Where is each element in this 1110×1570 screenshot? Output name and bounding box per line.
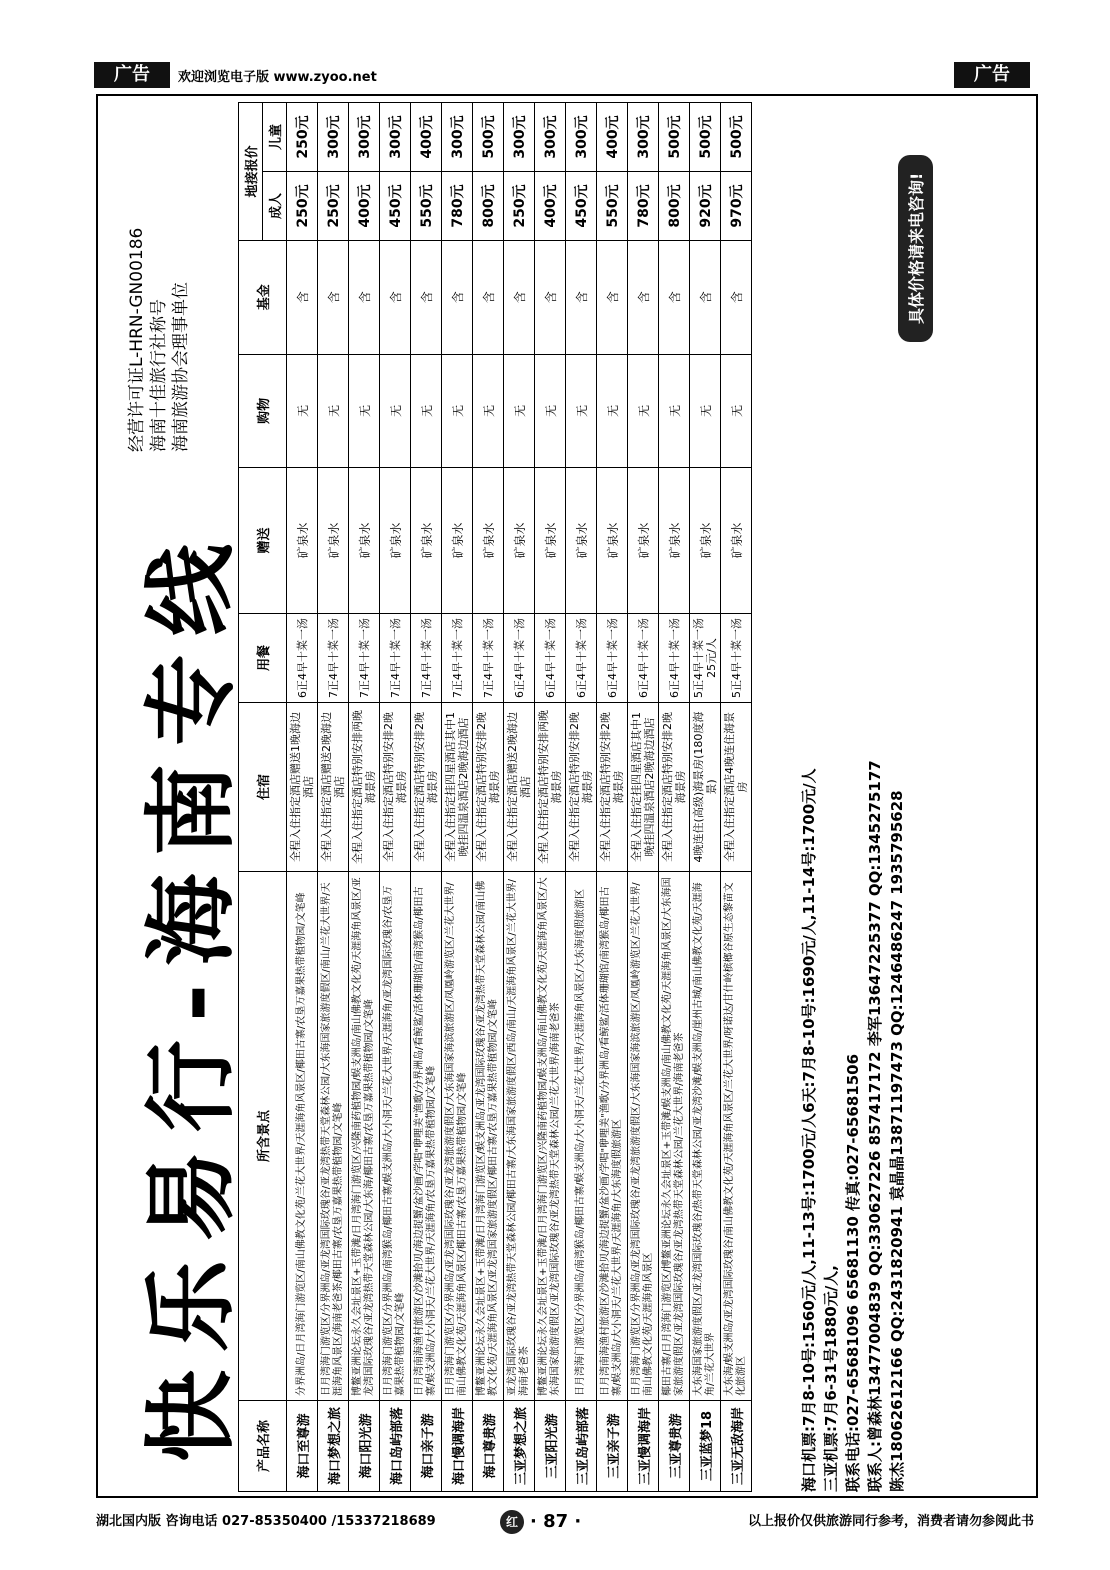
cell-gift: 矿泉水 xyxy=(535,468,566,614)
cell-name: 三亚亲子游 xyxy=(597,1401,628,1492)
cell-meal: 6正4早十菜一汤 xyxy=(535,614,566,703)
cell-name: 三亚岛屿部落 xyxy=(566,1401,597,1492)
cell-fund: 含 xyxy=(473,241,504,355)
cell-shop: 无 xyxy=(504,354,535,468)
cell-adult: 450元 xyxy=(380,172,411,241)
cell-name: 三亚无敌海岸 xyxy=(721,1401,752,1492)
site-link[interactable]: 欢迎浏览电子版 www.zyoo.net xyxy=(178,70,377,85)
cell-adult: 400元 xyxy=(349,172,380,241)
cell-name: 三亚阳光游 xyxy=(535,1401,566,1492)
cell-adult: 780元 xyxy=(628,172,659,241)
license-line: 海南旅游协会理事单位 xyxy=(171,282,191,452)
col-child: 儿童 xyxy=(263,103,287,172)
cell-child: 400元 xyxy=(597,103,628,172)
col-stay: 住宿 xyxy=(239,703,287,872)
cell-meal: 7正4早十菜一汤 xyxy=(318,614,349,703)
cell-shop: 无 xyxy=(442,354,473,468)
page-badge-icon: 红 xyxy=(500,1510,524,1534)
cell-shop: 无 xyxy=(473,354,504,468)
cell-spots: 日月湾海门游览区/分界洲岛/南湾猴岛/椰田古寨/蜈支洲岛/大小洞天/兰花大世界/天涯海角风景区/大东海度假旅游区 xyxy=(566,872,597,1401)
ad-tag-right: 广告 xyxy=(954,62,1030,88)
cell-fund: 含 xyxy=(690,241,721,355)
cell-name: 海口岛屿部落 xyxy=(380,1401,411,1492)
cell-gift: 矿泉水 xyxy=(721,468,752,614)
table-row xyxy=(349,103,380,1492)
cell-adult: 250元 xyxy=(504,172,535,241)
cell-meal: 6正4早十菜一汤 xyxy=(659,614,690,703)
cell-name: 三亚蓝梦18 xyxy=(690,1401,721,1492)
cell-meal: 6正4早十菜一汤 xyxy=(287,614,318,703)
cell-gift: 矿泉水 xyxy=(597,468,628,614)
cell-name: 海口阳光游 xyxy=(349,1401,380,1492)
ticket-sanya: 三亚机票:7月6-31号1880元/人, xyxy=(822,1265,840,1492)
cell-meal: 6正4早十菜一汤 xyxy=(628,614,659,703)
cell-shop: 无 xyxy=(535,354,566,468)
cell-spots: 日月湾南海渔村旅游区/沙滩拾贝/海边捉蟹/盆沙画/学唱"咿哩美"渔歌/分界洲岛/看鲸鲨/活体珊瑚馆/南湾猴岛/椰田古寨/蜈支洲岛/大小洞天/兰花大世界/天涯海角/农垦万嘉果热带植物园/文笔峰 xyxy=(411,872,442,1401)
cell-stay: 全程入住指定挂四星酒店其中1晚挂四温泉酒店2晚海边酒店 xyxy=(628,703,659,872)
table-row xyxy=(628,103,659,1492)
cell-adult: 970元 xyxy=(721,172,752,241)
cell-gift: 矿泉水 xyxy=(442,468,473,614)
cell-fund: 含 xyxy=(318,241,349,355)
bottom-info xyxy=(798,102,908,1492)
cell-stay: 全程入住指定挂四星酒店其中1晚挂四温泉酒店2晚海边酒店 xyxy=(442,703,473,872)
contact-phone: 联系电话:027-65681096 65681130 传真:027-65681506 xyxy=(844,1053,862,1492)
cell-meal: 5正4早十菜一汤25元/人 xyxy=(690,614,721,703)
cell-fund: 含 xyxy=(442,241,473,355)
cell-name: 三亚慢调海岸 xyxy=(628,1401,659,1492)
cell-fund: 含 xyxy=(287,241,318,355)
cell-spots: 椰田古寨/日月湾海门游览区/博鳌亚洲论坛永久会址景区+玉带滩/蜈支洲岛/南山佛教文化苑/天涯海角风景区/大东海国家旅游度假区/亚龙湾国际玫瑰谷/亚龙湾热带天堂森林公园/兰花大世界/海南老爸茶 xyxy=(659,872,690,1401)
table-row xyxy=(442,103,473,1492)
cell-child: 300元 xyxy=(442,103,473,172)
cell-stay: 全程入住指定酒店特别安排两晚海景房 xyxy=(349,703,380,872)
cell-gift: 矿泉水 xyxy=(628,468,659,614)
cell-adult: 800元 xyxy=(659,172,690,241)
cell-gift: 矿泉水 xyxy=(659,468,690,614)
cell-child: 300元 xyxy=(535,103,566,172)
col-name: 产品名称 xyxy=(239,1401,287,1492)
cell-stay: 全程入住指定酒店特别安排2晚海景房 xyxy=(380,703,411,872)
page-number-text: · 87 · xyxy=(530,1511,582,1532)
cell-child: 250元 xyxy=(287,103,318,172)
license-line: 经营许可证L-HRN-GN00186 xyxy=(127,227,147,452)
consult-badge: 具体价格请来电咨询! xyxy=(898,155,933,342)
table-row xyxy=(690,103,721,1492)
contact-person2: 陈杰18062612166 QQ:2431820941 袁晶晶13871197473 QQ:1246486247 1935795628 xyxy=(888,790,906,1492)
cell-gift: 矿泉水 xyxy=(318,468,349,614)
cell-spots: 亚龙湾国际玫瑰谷/亚龙湾热带天堂森林公园/椰田古寨/大东海国家旅游度假区/西岛/南山/天涯海角风景区/兰花大世界/海南老爸茶 xyxy=(504,872,535,1401)
cell-meal: 7正4早十菜一汤 xyxy=(473,614,504,703)
cell-shop: 无 xyxy=(411,354,442,468)
cell-spots: 大东海国家旅游度假区/亚龙湾国际玫瑰谷/热带天堂森林公园/亚龙湾沙滩/蜈支洲岛/崖州古城/南山佛教文化苑/天涯海角/兰花大世界 xyxy=(690,872,721,1401)
contact-person1: 联系人:曾森林13477004839 QQ:330627226 857417172 李军13647225377 QQ:1345275177 xyxy=(866,760,884,1492)
cell-stay: 全程入住指定酒店特别安排2晚海景房 xyxy=(659,703,690,872)
cell-stay: 全程入住指定酒店赠送2晚海边酒店 xyxy=(318,703,349,872)
cell-name: 三亚梦想之旅 xyxy=(504,1401,535,1492)
table-row xyxy=(597,103,628,1492)
cell-meal: 6正4早十菜一汤 xyxy=(597,614,628,703)
cell-child: 500元 xyxy=(659,103,690,172)
cell-fund: 含 xyxy=(380,241,411,355)
col-gift: 赠送 xyxy=(239,468,287,614)
cell-adult: 780元 xyxy=(442,172,473,241)
cell-adult: 250元 xyxy=(287,172,318,241)
cell-name: 海口慢调海岸 xyxy=(442,1401,473,1492)
cell-spots: 日月湾海门游览区/分界洲岛/亚龙湾国际玫瑰谷/亚龙湾热带天堂森林公园/大东海国家旅游度假区/南山/兰花大世界/天涯海角风景区/海南老爸茶/椰田古寨/农垦万嘉果热带植物园/文笔峰 xyxy=(318,872,349,1401)
cell-adult: 250元 xyxy=(318,172,349,241)
cell-child: 300元 xyxy=(628,103,659,172)
cell-child: 300元 xyxy=(318,103,349,172)
cell-spots: 博鳌亚洲论坛永久会址景区+玉带滩/日月湾海门游览区/蜈支洲岛/亚龙湾国际玫瑰谷/亚龙湾热带天堂森林公园/南山佛教文化苑/天涯海角风景区/亚龙湾国家旅游度假区/椰田古寨/农垦万嘉果热带植物园/文笔峰 xyxy=(473,872,504,1401)
cell-child: 500元 xyxy=(690,103,721,172)
cell-gift: 矿泉水 xyxy=(349,468,380,614)
cell-adult: 800元 xyxy=(473,172,504,241)
table-row xyxy=(566,103,597,1492)
cell-fund: 含 xyxy=(597,241,628,355)
cell-adult: 920元 xyxy=(690,172,721,241)
cell-stay: 全程入住指定酒店特别安排2晚海景房 xyxy=(597,703,628,872)
cell-meal: 5正4早十菜一汤 xyxy=(721,614,752,703)
cell-meal: 7正4早十菜一汤 xyxy=(442,614,473,703)
cell-adult: 450元 xyxy=(566,172,597,241)
cell-gift: 矿泉水 xyxy=(287,468,318,614)
cell-shop: 无 xyxy=(349,354,380,468)
cell-gift: 矿泉水 xyxy=(690,468,721,614)
cell-stay: 全程入住指定酒店特别安排两晚海景房 xyxy=(535,703,566,872)
col-fund: 基金 xyxy=(239,241,287,355)
cell-shop: 无 xyxy=(380,354,411,468)
cell-stay: 全程入住指定酒店4晚连住海景房 xyxy=(721,703,752,872)
footer-left: 湖北国内版 咨询电话 027-85350400 /15337218689 xyxy=(96,1514,436,1529)
cell-fund: 含 xyxy=(535,241,566,355)
cell-meal: 6正4早十菜一汤 xyxy=(566,614,597,703)
cell-name: 海口梦想之旅 xyxy=(318,1401,349,1492)
cell-name: 海口至尊游 xyxy=(287,1401,318,1492)
cell-child: 500元 xyxy=(721,103,752,172)
cell-meal: 7正4早十菜一汤 xyxy=(349,614,380,703)
cell-spots: 日月湾海门游览区/分界洲岛/亚龙湾国际玫瑰谷/亚龙湾旅游度假区/大东海国家海滨旅游区/凤凰岭游览区/兰花大世界/南山佛教文化苑/天涯海角风景区/椰田古寨/农垦万嘉果热带植物园/文笔峰 xyxy=(442,872,473,1401)
footer-right: 以上报价仅供旅游同行参考，消费者请勿参阅此书 xyxy=(747,1514,1034,1529)
page-number xyxy=(500,1510,581,1534)
table-row xyxy=(721,103,752,1492)
cell-shop: 无 xyxy=(597,354,628,468)
cell-fund: 含 xyxy=(566,241,597,355)
cell-name: 海口尊贵游 xyxy=(473,1401,504,1492)
table-row xyxy=(318,103,349,1492)
col-price: 地接报价 xyxy=(239,103,263,241)
cell-adult: 550元 xyxy=(411,172,442,241)
cell-adult: 550元 xyxy=(597,172,628,241)
cell-fund: 含 xyxy=(504,241,535,355)
cell-spots: 大东海/蜈支洲岛/亚龙湾国际玫瑰谷/南山佛教文化苑/天涯海角风景区/兰花大世界/呀诺达/甘什岭槟榔谷原生态黎苗文化旅游区 xyxy=(721,872,752,1401)
table-row xyxy=(659,103,690,1492)
cell-stay: 全程入住指定酒店赠送1晚海边酒店 xyxy=(287,703,318,872)
cell-shop: 无 xyxy=(566,354,597,468)
license-block xyxy=(126,228,192,452)
cell-name: 海口亲子游 xyxy=(411,1401,442,1492)
col-adult: 成人 xyxy=(263,172,287,241)
cell-spots: 分界洲岛/日月湾海门游览区/南山佛教文化苑/兰花大世界/天涯海角风景区/椰田古寨/农垦万嘉果热带植物园/文笔峰 xyxy=(287,872,318,1401)
table-row xyxy=(380,103,411,1492)
cell-child: 300元 xyxy=(566,103,597,172)
table-row xyxy=(473,103,504,1492)
col-spots: 所含景点 xyxy=(239,872,287,1401)
route-table xyxy=(238,102,752,1492)
cell-child: 400元 xyxy=(411,103,442,172)
cell-fund: 含 xyxy=(628,241,659,355)
cell-shop: 无 xyxy=(659,354,690,468)
cell-spots: 日月湾南海渔村旅游区/沙滩拾贝/海边捉蟹/盆沙画/学唱"咿哩美"渔歌/分界洲岛/看鲸鲨/活体珊瑚馆/南湾猴岛/椰田古寨/蜈支洲岛/大小洞天/兰花大世界/天涯海角/大东海度假旅游区 xyxy=(597,872,628,1401)
cell-spots: 博鳌亚洲论坛永久会址景区+玉带滩/日月湾海门游览区/兴隆南药植物园/蜈支洲岛/南山佛教文化苑/天涯海角风景区/大东海国家旅游度假区/亚龙湾国际玫瑰谷/亚龙湾热带天堂森林公园/兰花大世界/海南老爸茶 xyxy=(535,872,566,1401)
table-row xyxy=(504,103,535,1492)
table-row xyxy=(411,103,442,1492)
cell-gift: 矿泉水 xyxy=(504,468,535,614)
cell-fund: 含 xyxy=(411,241,442,355)
license-line: 海南十佳旅行社称号 xyxy=(149,299,169,452)
cell-shop: 无 xyxy=(287,354,318,468)
ticket-haikou: 海口机票:7月8-10号:1560元/人,11-13号:1700元/人6天:7月8-10号:1690元/人,11-14号:1700元/人 xyxy=(800,768,818,1492)
cell-stay: 全程入住指定酒店特别安排2晚海景房 xyxy=(411,703,442,872)
cell-name: 三亚尊贵游 xyxy=(659,1401,690,1492)
cell-fund: 含 xyxy=(349,241,380,355)
table-row xyxy=(287,103,318,1492)
rotated-ad xyxy=(98,96,1032,1492)
cell-shop: 无 xyxy=(690,354,721,468)
table-row xyxy=(535,103,566,1492)
cell-spots: 日月湾海门游览区/分界洲岛/亚龙湾国际玫瑰谷/亚龙湾旅游度假区/大东海国家海滨旅游区/凤凰岭游览区/兰花大世界/南山佛教文化苑/天涯海角风景区 xyxy=(628,872,659,1401)
cell-gift: 矿泉水 xyxy=(380,468,411,614)
cell-child: 500元 xyxy=(473,103,504,172)
cell-stay: 4晚连住(高级)海景房(180度海景) xyxy=(690,703,721,872)
cell-stay: 全程入住指定酒店特别安排2晚海景房 xyxy=(566,703,597,872)
cell-child: 300元 xyxy=(380,103,411,172)
cell-gift: 矿泉水 xyxy=(566,468,597,614)
cell-child: 300元 xyxy=(349,103,380,172)
col-shop: 购物 xyxy=(239,354,287,468)
cell-shop: 无 xyxy=(318,354,349,468)
cell-stay: 全程入住指定酒店特别安排2晚海景房 xyxy=(473,703,504,872)
cell-meal: 7正4早十菜一汤 xyxy=(380,614,411,703)
cell-spots: 博鳌亚洲论坛永久会址景区+玉带滩/日月湾海门游览区/兴隆南药植物园/蜈支洲岛/南山佛教文化苑/天涯海角风景区/亚龙湾国际玫瑰谷/亚龙湾热带天堂森林公园/大东海/椰田古寨/农垦万嘉果热带植物园/文笔峰 xyxy=(349,872,380,1401)
col-meal: 用餐 xyxy=(239,614,287,703)
cell-spots: 日月湾海门游览区/分界洲岛/南湾猴岛/椰田古寨/蜈支洲岛/大小洞天/兰花大世界/天涯海角/亚龙湾国际玫瑰谷/农垦万嘉果热带植物园/文笔峰 xyxy=(380,872,411,1401)
cell-child: 300元 xyxy=(504,103,535,172)
cell-gift: 矿泉水 xyxy=(473,468,504,614)
cell-adult: 400元 xyxy=(535,172,566,241)
cell-shop: 无 xyxy=(721,354,752,468)
cell-fund: 含 xyxy=(659,241,690,355)
cell-shop: 无 xyxy=(628,354,659,468)
ad-tag-left: 广告 xyxy=(94,62,170,88)
cell-meal: 7正4早十菜一汤 xyxy=(411,614,442,703)
cell-gift: 矿泉水 xyxy=(411,468,442,614)
cell-meal: 6正4早十菜一汤 xyxy=(504,614,535,703)
cell-fund: 含 xyxy=(721,241,752,355)
cell-stay: 全程入住指定酒店赠送2晚海边酒店 xyxy=(504,703,535,872)
ad-title: 快乐易行-海南专线 xyxy=(137,525,245,1462)
